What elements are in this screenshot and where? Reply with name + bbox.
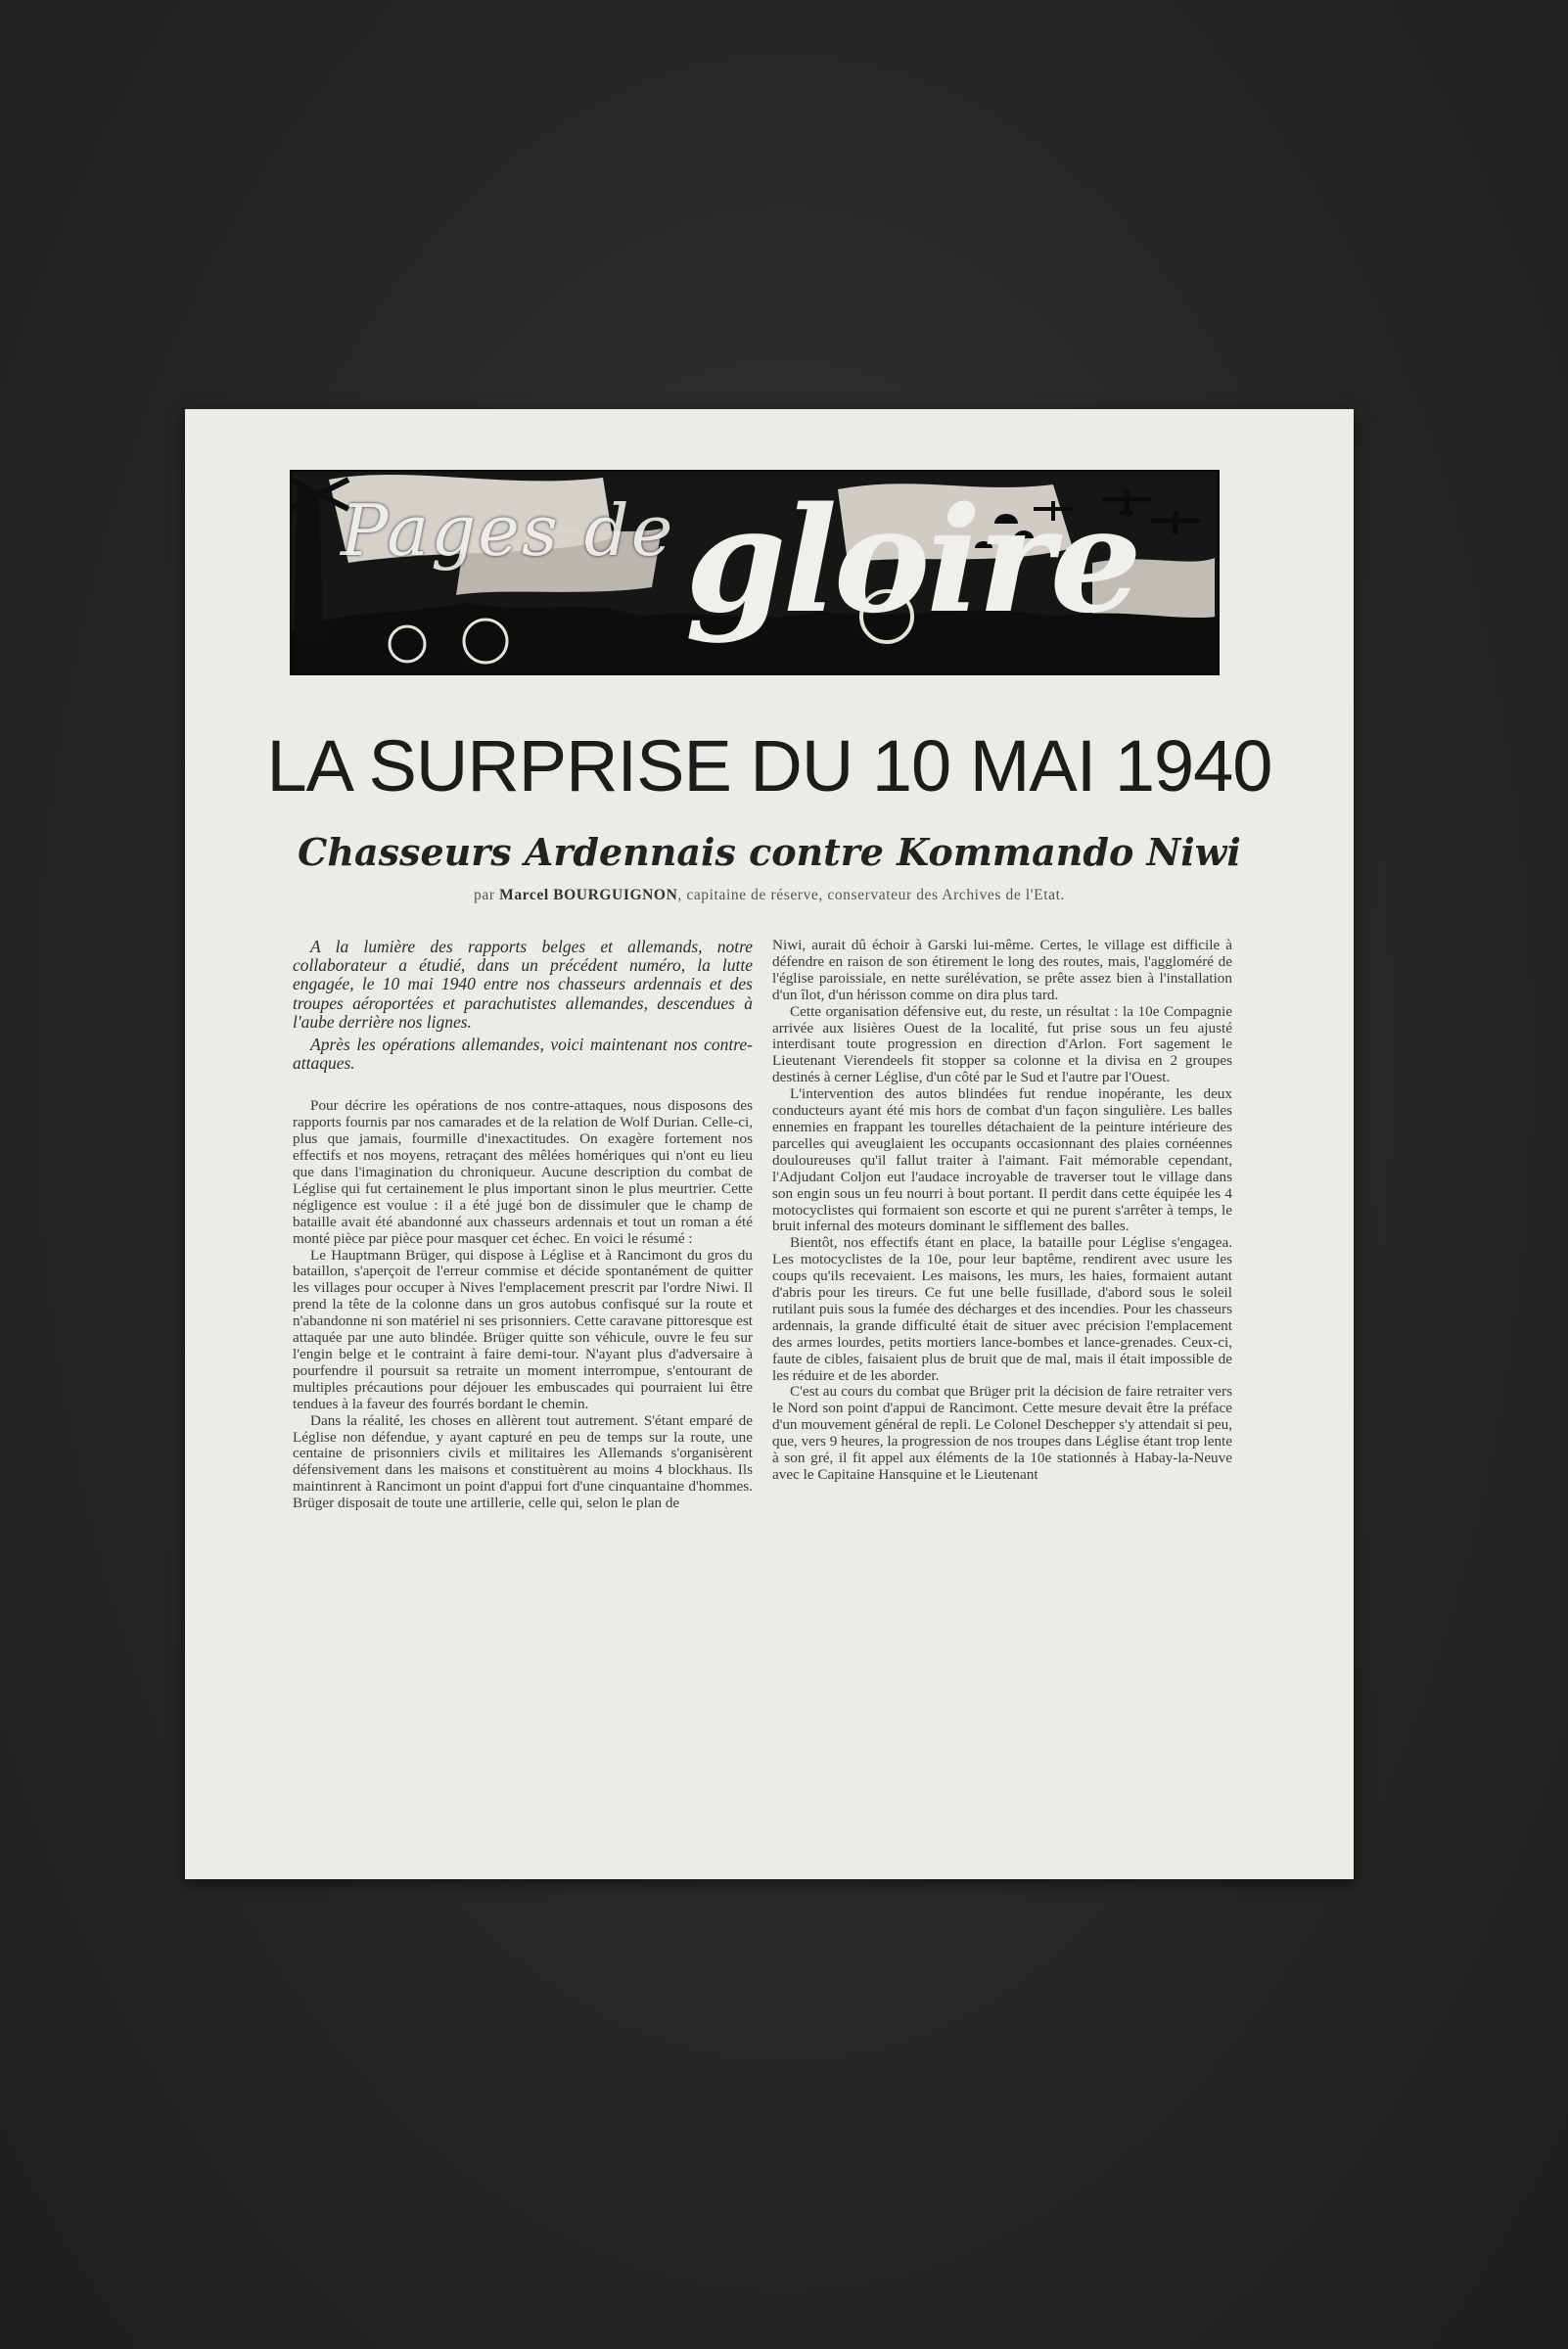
banner-subtitle-script: Pages de xyxy=(341,489,675,572)
body-paragraph: Bientôt, nos effectifs étant en place, la bataille pour Léglise s'engagea. Les motocyclistes de la 10e, pour leur baptême, rendirent avec usure les coups qu'ils recevaient. Les maisons, les murs, les haies, formaient autant d'abris pour les tireurs. Ce fut une belle fusillade, d'abord sous le soleil rutilant puis sous la fumée des décharges et des incendies. Pour les chasseurs ardennais, la grande difficulté était de situer avec précision l'emplacement des armes lourdes, petits mortiers lance-bombes et lance-grenades. Ceux-ci, faute de cibles, faisaient plus de bruit que de mal, mais il était impossible de les réduire et de les aborder. xyxy=(772,1234,1232,1384)
author-title: , capitaine de réserve, conservateur des Archives de l'Etat. xyxy=(677,887,1065,903)
article-byline xyxy=(185,887,1354,904)
left-column xyxy=(293,938,753,1512)
body-paragraph: C'est au cours du combat que Brüger prit la décision de faire retraiter vers le Nord son point d'appui de Rancimont. Cette mesure devait être la préface d'un mouvement général de repli. Le Colonel Deschepper s'y attendait si peu, que, vers 9 heures, la progression de nos troupes dans Léglise étant trop lente à son gré, il fit appel aux éléments de la 10e stationnés à Habay-la-Neuve avec le Capitaine Hansquine et le Lieutenant xyxy=(772,1383,1232,1483)
article-title: LA SURPRISE DU 10 MAI 1940 xyxy=(266,725,1272,806)
body-paragraph: Dans la réalité, les choses en allèrent tout autrement. S'étant emparé de Léglise non défendue, y ayant capturé en peu de temps sur la route, une centaine de prisonniers civils et militaires les Allemands s'organisèrent défensivement dans les maisons et constituèrent au moins 4 blockhaus. Ils maintinrent à Rancimont un point d'appui fort d'une cinquantaine d'hommes. Brüger disposait de toute une artillerie, celle qui, selon le plan de xyxy=(293,1411,753,1512)
byline-prefix: par xyxy=(474,887,495,903)
body-paragraph: Cette organisation défensive eut, du reste, un résultat : la 10e Compagnie arrivée aux lisières Ouest de la localité, fut prise sous un feu ajusté interdisant toute progression en direction d'Arlon. Fort sagement le Lieutenant Vierendeels fit stopper sa colonne et la divisa en 2 groupes destinés à cerner Léglise, d'un côté par le Sud et l'autre par l'Ouest. xyxy=(772,1002,1232,1086)
author-name: Marcel BOURGUIGNON xyxy=(499,887,678,903)
body-paragraph: Pour décrire les opérations de nos contre-attaques, nous disposons des rapports fournis par nos camarades et de la relation de Wolf Durian. Celle-ci, plus que jamais, fourmille d'inexactitudes. On exagère fortement nos effectifs et nos moyens, retraçant des mêlées homériques qui n'ont eu lieu que dans l'imagination du chroniqueur. Aucune description du combat de Léglise qui fut certainement le plus important sinon le plus meurtrier. Cette négligence est voulue : il a été jugé bon de dissimuler que le champ de bataille avait été abandonné aux chasseurs ardennais et tout un roman a été monté pièce par pièce pour masquer cet échec. En voici le résumé : xyxy=(293,1097,753,1247)
article-subtitle: Chasseurs Ardennais contre Kommando Niwi xyxy=(298,830,1241,874)
article-intro xyxy=(293,938,753,1073)
banner-title-script: gloire xyxy=(685,475,1138,645)
body-paragraph: Niwi, aurait dû échoir à Garski lui-même. Certes, le village est difficile à défendre en raison de son étirement le long des routes, mais, l'aggloméré de l'église paroissiale, en nette surélévation, se prête assez bien à l'installation d'un îlot, d'un hérisson comme on dira plus tard. xyxy=(772,937,1232,1003)
header-banner xyxy=(290,470,1220,675)
body-paragraph: Le Hauptmann Brüger, qui dispose à Léglise et à Rancimont du gros du bataillon, s'aperçoit de l'erreur commise et décide spontanément de quitter les villages pour occuper à Nives l'emplacement prescrit par l'ordre Niwi. Il prend la tête de la colonne dans un gros autobus confisqué sur la route et n'abandonne ni son matériel ni ses prisonniers. Cette caravane pittoresque est attaquée par une auto blindée. Brüger quitte son véhicule, ouvre le feu sur l'engin belge et le contraint à faire demi-tour. N'ayant plus d'adversaire à pourfendre il poursuit sa retraite un moment interrompue, s'entourant de multiples précautions pour déjouer les embuscades qui pourraient lui être tendues à la faveur des fourrés bordant le chemin. xyxy=(293,1246,753,1412)
intro-paragraph: A la lumière des rapports belges et allemands, notre collaborateur a étudié, dans un précédent numéro, la lutte engagée, le 10 mai 1940 entre nos chasseurs ardennais et des troupes aéroportées et parachutistes allemandes, descendues à l'aube derrière nos lignes. xyxy=(293,937,753,1032)
document-page xyxy=(185,409,1354,1879)
intro-paragraph: Après les opérations allemandes, voici maintenant nos contre-attaques. xyxy=(293,1035,753,1074)
right-column xyxy=(772,938,1232,1484)
body-paragraph: L'intervention des autos blindées fut rendue inopérante, les deux conducteurs ayant été mis hors de combat d'un façon singulière. Les balles ennemies en frappant les tourelles détachaient de la peinture intérieure des parcelles qui aveuglaient les occupants occasionnant des plaies cornéennes douloureuses qu'il fallut traiter à l'aimant. Fait mémorable cependant, l'Adjudant Coljon eut l'audace incroyable de traverser tout le village dans son engin sous un feu nourri à bout portant. Il perdit dans cette équipée les 4 motocyclistes qui formaient son escorte et qui ne purent s'arrêter à temps, le bruit infernal des moteurs dominant le sifflement des balles. xyxy=(772,1085,1232,1235)
